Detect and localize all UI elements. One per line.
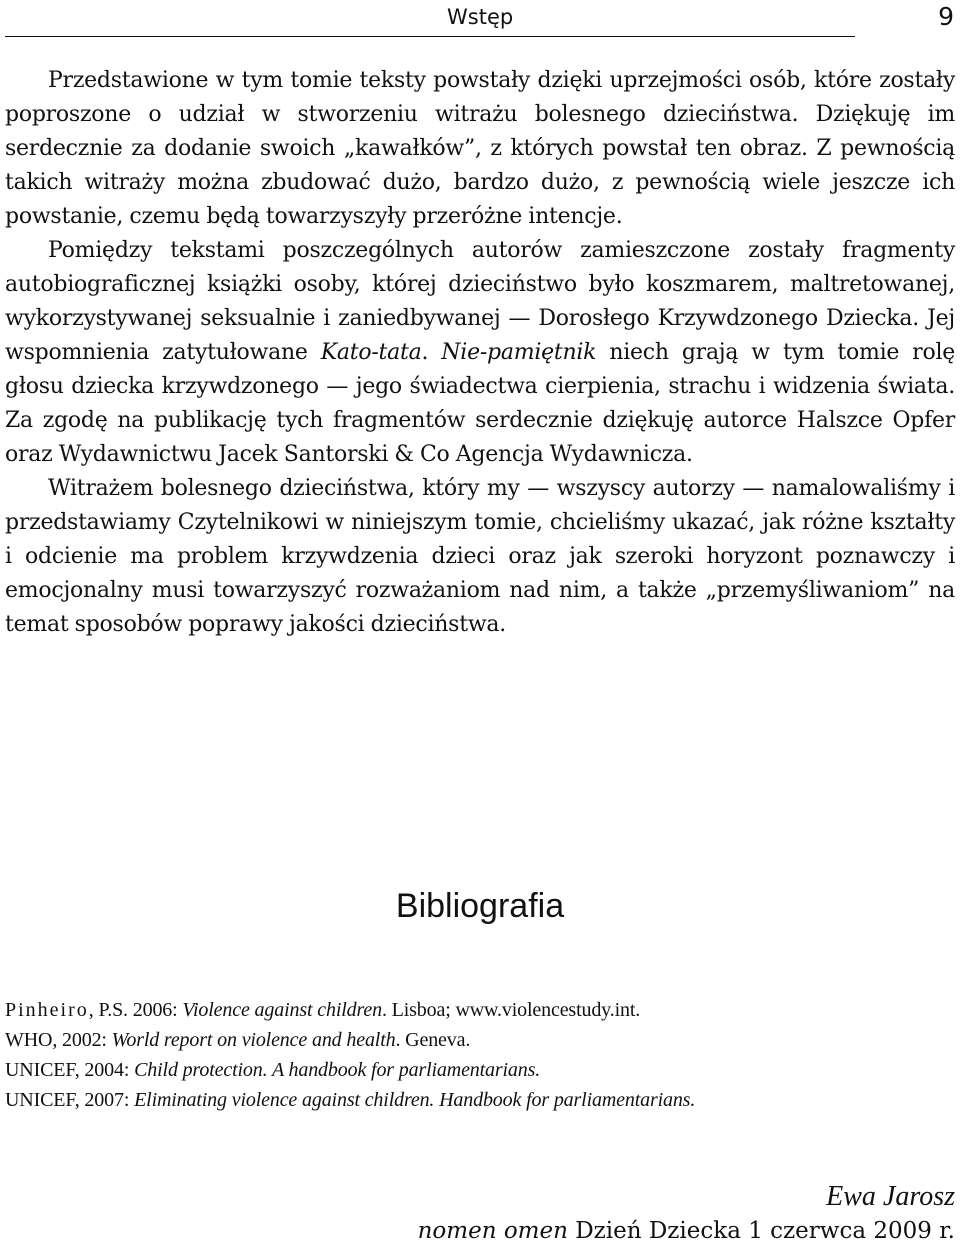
bibliography-title: World report on violence and health: [111, 1029, 396, 1051]
bibliography-suffix: . Lisboa; www.violencestudy.int.: [381, 999, 641, 1021]
bibliography-entry: [5, 1085, 955, 1115]
signature-date-line: [255, 1214, 955, 1248]
bibliography-author: Pinheiro: [5, 999, 89, 1021]
page-number: 9: [938, 2, 954, 31]
bibliography-prefix: UNICEF, 2007:: [5, 1089, 135, 1111]
bibliography-entry: [5, 1055, 955, 1085]
signature-date: Dzień Dziecka 1 czerwca 2009 r.: [567, 1218, 955, 1244]
signature-motto: nomen omen: [417, 1218, 568, 1244]
bibliography-title: Eliminating violence against children. Handbook for parliamentarians.: [134, 1089, 696, 1111]
running-header-title: Wstęp: [447, 5, 514, 29]
paragraph-2: [5, 234, 955, 472]
paragraph-2-text-part-1: Pomiędzy tekstami poszczególnych autorów zamieszczone zostały fragmenty autobiograficznej książki osoby, której dzieciństwo było koszmarem, maltretowanej, wykorzystywanej seksualnie i zaniedbywanej — Dorosłego Krzywdzonego Dziecka. Jej wspomnienia zatytułowane: [5, 238, 955, 365]
bibliography-prefix: WHO, 2002:: [5, 1029, 112, 1051]
book-title-nie-pamietnik: Nie-pamiętnik: [441, 340, 597, 365]
bibliography-title: Child protection. A handbook for parliamentarians.: [134, 1059, 541, 1081]
paragraph-2-text-part-2: .: [421, 340, 442, 365]
paragraph-2-text-part-3: niech grają w tym tomie rolę głosu dziecka krzywdzonego — jego świadectwa cierpienia, strachu i widzenia świata. Za zgodę na publikację tych fragmentów serdecznie dziękuję autorce Halszce Opfer oraz Wydawnictwu Jacek Santorski & Co Agencja Wydawnicza.: [5, 340, 955, 467]
bibliography-title: Violence against children: [182, 999, 382, 1021]
signature-block: [255, 1180, 955, 1248]
introduction-text: [5, 64, 955, 642]
paragraph-3: Witrażem bolesnego dzieciństwa, który my — wszyscy autorzy — namalowaliśmy i przedstawiamy Czytelnikowi w niniejszym tomie, chcieliśmy ukazać, jak różne kształty i odcienie ma problem krzywdzenia dzieci oraz jak szeroki horyzont poznawczy i emocjonalny musi towarzyszyć rozważaniom nad nim, a także „przemyśliwaniom” na temat sposobów poprawy jakości dzieciństwa.: [5, 476, 955, 637]
paragraph-1: Przedstawione w tym tomie teksty powstały dzięki uprzejmości osób, które zostały poproszone o udział w stworzeniu witrażu bolesnego dzieciństwa. Dziękuję im serdecznie za dodanie swoich „kawałków”, z których powstał ten obraz. Z pewnością takich witraży można zbudować dużo, bardzo dużo, z pewnością wiele jeszcze ich powstanie, czemu będą towarzyszyły przeróżne intencje.: [5, 68, 955, 229]
book-title-kato-tata: Kato-tata: [320, 340, 422, 365]
running-header: [5, 0, 855, 37]
bibliography-list: [5, 995, 955, 1115]
bibliography-prefix: UNICEF, 2004:: [5, 1059, 135, 1081]
bibliography-entry: [5, 1025, 955, 1055]
author-signature: Ewa Jarosz: [826, 1181, 955, 1212]
bibliography-heading: Bibliografia: [395, 887, 565, 925]
bibliography-suffix: . Geneva.: [395, 1029, 471, 1051]
bibliography-entry: [5, 995, 955, 1025]
bibliography-prefix: , P.S. 2006:: [88, 999, 183, 1021]
